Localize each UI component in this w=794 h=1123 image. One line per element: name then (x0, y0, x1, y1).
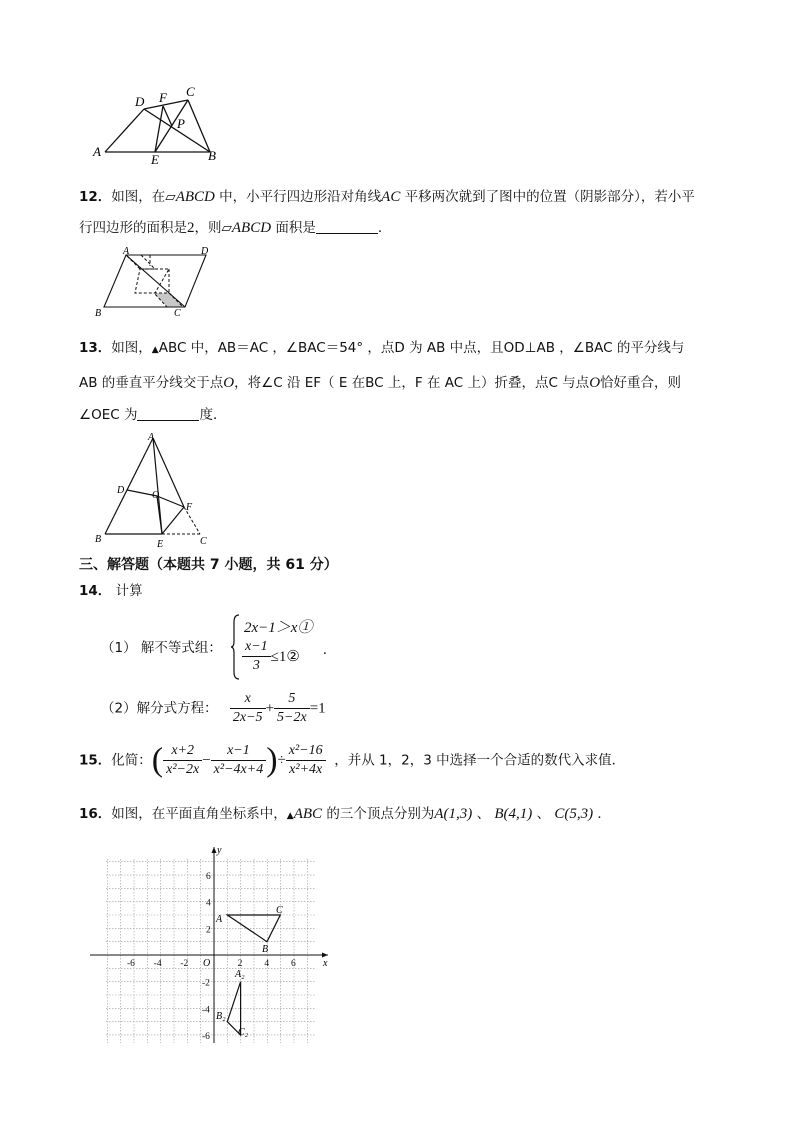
fig11-label-e: E (151, 152, 159, 167)
fig11-label-d: D (135, 94, 145, 109)
figure-q12 (88, 246, 216, 318)
fig12-label-b: B (95, 308, 102, 318)
fig13-label-e: E (157, 539, 164, 548)
x-tick-label: -2 (180, 959, 189, 969)
fig11-label-f: F (159, 90, 167, 105)
answer-blank[interactable] (137, 406, 199, 421)
answer-blank[interactable] (316, 219, 378, 234)
label-c: C (276, 905, 283, 916)
fig13-label-a: A (148, 432, 155, 443)
y-tick-label: -4 (202, 1005, 210, 1016)
parallelogram-icon: ▱ (165, 189, 176, 205)
fig12-label-a: A (123, 246, 130, 257)
label-a: A (216, 914, 223, 925)
q14-part2: （2）解分式方程： $\frac{x}{2x-5}$ + $\frac{5}{5-2x}$ =1 (101, 691, 326, 725)
fig12-label-d: D (201, 246, 209, 257)
label-a2: A₂ (235, 969, 245, 980)
fig13-label-b: B (95, 534, 102, 545)
q12-number: 12． (79, 189, 112, 205)
fig13-label-d: D (117, 485, 125, 496)
y-tick-label: 4 (206, 898, 211, 909)
q12-line1: 12．如图，在▱ABCD 中，小平行四边形沿对角线AC 平移两次就到了图中的位置（阴影部分），若小平 (79, 189, 695, 205)
figure-q13 (90, 430, 220, 548)
y-tick-label: -2 (202, 978, 210, 989)
y-tick-label: 2 (206, 925, 211, 936)
x-tick-label: -6 (127, 959, 135, 969)
triangle-icon: ▲ (286, 811, 294, 821)
q14-number: 14． (79, 583, 112, 599)
q14-part1-label: （1） 解不等式组： (101, 640, 222, 656)
parallelogram-icon: ▱ (221, 220, 232, 236)
fig13-label-o: O (152, 490, 160, 501)
label-b2: B₂ (216, 1011, 226, 1022)
x-tick-label: 6 (290, 959, 296, 969)
x-tick-label: 2 (237, 959, 243, 969)
fig11-label-b: B (208, 148, 216, 163)
system-brace-icon (230, 614, 240, 680)
y-tick-label: 6 (206, 872, 211, 883)
q13-number: 13． (79, 340, 112, 356)
y-axis-arrow-icon (212, 847, 217, 853)
q15-line: 15．化简：( $\frac{x+2}{\text{x²−2x}}$ − $\frac{x-1}{\text{x²−4x+4}}$ )÷ $\frac{\text{x²−16}}{\text{x²+4x}}$ ，并从 1，2，3 中选择一个合适的数代入求值． (79, 741, 626, 779)
x-axis-label: x (323, 958, 328, 969)
x-axis-arrow-icon (322, 953, 328, 958)
q13-line2: AB 的垂直平分线交于点O，将∠C 沿 EF（ E 在BC 上，F 在 AC 上）折叠，点C 与点O恰好重合，则 (79, 375, 682, 391)
x-tick-label: 4 (264, 959, 270, 969)
q13-line1: 13．如图，▲ABC 中，AB＝AC ，∠BAC＝54° ，点D 为 AB 中点，且OD⊥AB ，∠BAC 的平分线与 (79, 340, 685, 356)
inequality-1: 2x−1＞x① (244, 620, 313, 636)
q16-number: 16． (79, 806, 112, 822)
q13-line3: ∠OEC 为 度． (79, 407, 227, 423)
figure-q11 (90, 84, 230, 170)
triangle-icon: ▲ (151, 345, 159, 355)
section-heading: 三、解答题（本题共 7 小题，共 61 分） (79, 557, 338, 573)
fig11-label-a: A (93, 144, 101, 159)
q16-line: 16．如图，在平面直角坐标系中，▲ABC 的三个顶点分别为A(1,3) 、 B(4,1) 、 C(5,3) ． (79, 806, 611, 822)
fig13-label-c: C (200, 536, 207, 547)
fig11-label-p: P (177, 116, 185, 131)
inequality-2: $\frac{x-1}{3}$ ≤1② (242, 638, 300, 675)
fig12-label-c: C (174, 308, 181, 318)
label-b: B (262, 944, 269, 955)
origin-label: O (203, 958, 211, 969)
fig13-label-f: F (186, 502, 193, 513)
fig11-label-c: C (186, 84, 195, 99)
q12-line2: 行四边形的面积是2，则▱ABCD 面积是 ． (79, 220, 392, 236)
coordinate-grid (90, 843, 340, 1053)
y-axis-label: y (217, 845, 222, 856)
y-tick-label: -6 (202, 1031, 210, 1042)
q15-number: 15． (79, 752, 112, 769)
q14-title: 14． 计算 (79, 583, 143, 599)
x-tick-label: -4 (153, 959, 162, 969)
label-c2: C₂ (238, 1027, 249, 1038)
inequality-dot: . (323, 642, 327, 658)
